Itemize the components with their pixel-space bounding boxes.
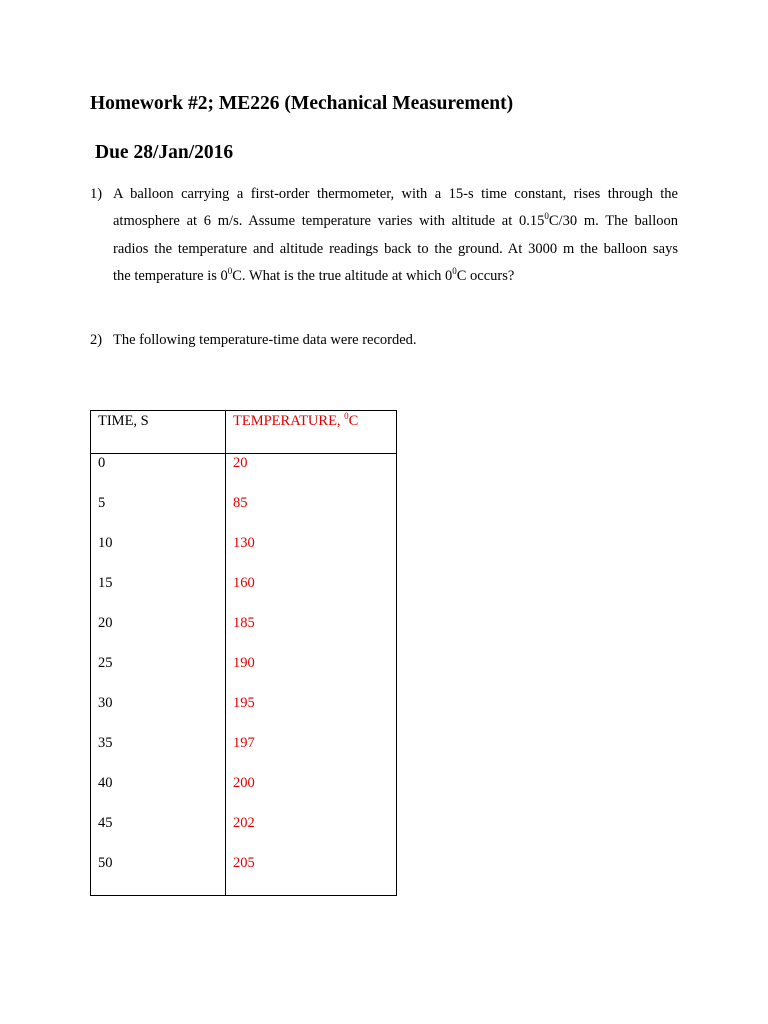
degree-superscript: 0: [344, 411, 349, 421]
due-date: Due 28/Jan/2016: [95, 142, 234, 163]
time-cell: 35: [91, 735, 226, 775]
question-1-text: atmosphere at 6 m/s. Assume temperature varies with altitude at 0.15: [113, 213, 545, 229]
time-cell: 45: [91, 815, 226, 855]
homework-title: Homework #2; ME226 (Mechanical Measurement): [90, 93, 514, 114]
temperature-cell: 202: [226, 815, 397, 855]
table-row: [91, 575, 397, 615]
header-temperature-label: TEMPERATURE,: [233, 413, 345, 429]
question-1-line-3: [113, 236, 678, 263]
table-row: [91, 855, 397, 896]
header-temperature: [226, 411, 397, 454]
temperature-cell: 197: [226, 735, 397, 775]
question-1-text: the temperature is 0: [113, 268, 228, 284]
table-row: [91, 775, 397, 815]
temperature-cell: 195: [226, 695, 397, 735]
table-header-row: [91, 411, 397, 454]
temperature-cell: 205: [226, 855, 397, 896]
temperature-cell: 130: [226, 535, 397, 575]
question-1-text: C occurs?: [456, 268, 515, 284]
table-row: [91, 655, 397, 695]
time-cell: 5: [91, 495, 226, 535]
time-cell: 40: [91, 775, 226, 815]
temperature-cell: 85: [226, 495, 397, 535]
question-1-body: [113, 181, 678, 291]
table-row: [91, 815, 397, 855]
table-row: [91, 454, 397, 496]
temperature-time-table: [90, 410, 397, 896]
question-2-text: The following temperature-time data were recorded.: [113, 332, 417, 348]
table-row: [91, 535, 397, 575]
question-1-text: C/30 m. The balloon: [548, 213, 678, 229]
temperature-cell: 200: [226, 775, 397, 815]
table-row: [91, 735, 397, 775]
temperature-cell: 160: [226, 575, 397, 615]
time-cell: 30: [91, 695, 226, 735]
question-1-line-4: [113, 263, 678, 291]
temperature-cell: 190: [226, 655, 397, 695]
time-cell: 25: [91, 655, 226, 695]
header-temperature-unit: C: [348, 413, 359, 429]
temperature-cell: 185: [226, 615, 397, 655]
question-1-line-1: [113, 181, 678, 208]
table-row: [91, 695, 397, 735]
degree-superscript: 0: [227, 266, 233, 276]
table-row: [91, 615, 397, 655]
question-2: [90, 329, 417, 351]
question-1-number: 1): [90, 186, 103, 202]
question-2-number: 2): [90, 332, 103, 348]
question-1-text: A balloon carrying a first-order thermometer, with a 15-s time constant, rises through the: [113, 186, 678, 202]
header-time: TIME, S: [91, 411, 226, 454]
time-cell: 50: [91, 855, 226, 896]
temperature-cell: 20: [226, 454, 397, 496]
question-1-line-2: [113, 208, 678, 236]
question-1: [90, 181, 678, 291]
table-row: [91, 495, 397, 535]
question-1-text: radios the temperature and altitude readings back to the ground. At 3000 m the balloon says: [113, 241, 678, 257]
time-cell: 15: [91, 575, 226, 615]
time-cell: 20: [91, 615, 226, 655]
time-cell: 0: [91, 454, 226, 496]
question-1-text: C. What is the true altitude at which 0: [232, 268, 453, 284]
time-cell: 10: [91, 535, 226, 575]
degree-superscript: 0: [452, 266, 457, 276]
degree-superscript: 0: [544, 211, 549, 221]
